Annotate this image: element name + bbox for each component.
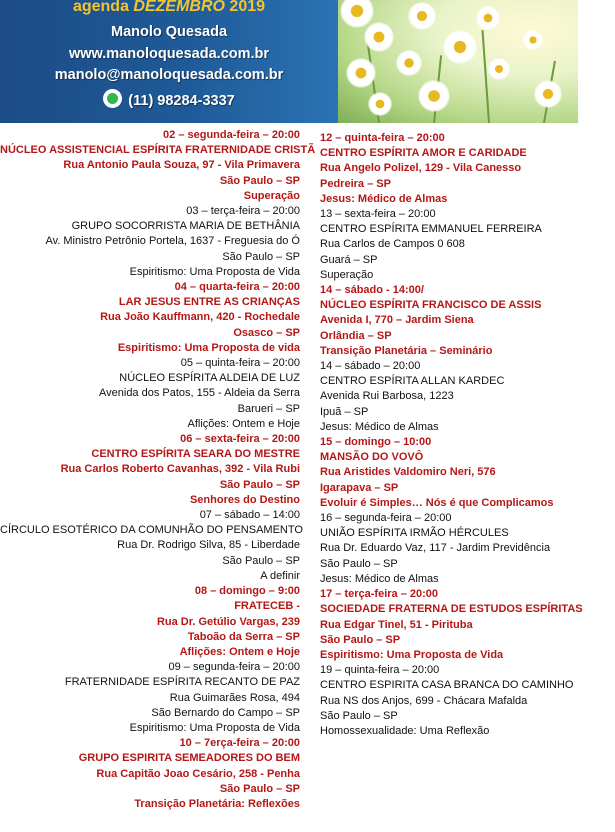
event-line: Superação [243,189,300,202]
blank-strip [578,0,615,123]
event-line: São Paulo – SP [222,250,300,263]
event-line: Rua Dr. Rodrigo Silva, 85 - Liberdade [117,539,300,552]
event-line: Barueri – SP [237,402,300,415]
event-line: Av. Ministro Petrônio Portela, 1637 - Freguesia do Ó [45,235,300,248]
event-line: Homossexualidade: Uma Reflexão [320,724,490,737]
event-line: Pedreira – SP [320,177,391,190]
right-event-column [320,131,610,739]
event-line: 15 – domingo – 10:00 [320,436,432,449]
event-line: Avenida Rui Barbosa, 1223 [320,390,454,403]
email-address[interactable]: manolo@manoloquesada.com.br [54,67,284,83]
event-line: São Paulo – SP [219,478,300,491]
event-line: Espiritismo: Uma Proposta de vida [117,341,300,354]
event-line: São Paulo – SP [219,174,300,187]
event-line: CENTRO ESPÍRITA AMOR E CARIDADE [320,147,527,160]
speaker-name: Manolo Quesada [110,24,228,40]
event-line: Espiritismo: Uma Proposta de Vida [129,265,300,278]
event-line: Jesus: Médico de Almas [320,420,439,433]
event-line: 10 – 7erça-feira – 20:00 [179,737,300,750]
event-line: 13 – sexta-feira – 20:00 [320,208,436,221]
event-line: São Paulo – SP [222,554,300,567]
phone-row [0,89,338,110]
event-line: Rua Dr. Getúlio Vargas, 239 [156,615,300,628]
agenda-title: agenda DEZEMBRO 2019 [72,0,266,15]
event-line: Transição Planetária – Seminário [320,344,493,357]
event-line: Rua Capitão Joao Cesário, 258 - Penha [96,767,300,780]
event-line: Rua Angelo Polizel, 129 - Vila Canesso [320,162,522,175]
event-line: 03 – terça-feira – 20:00 [186,205,300,218]
event-line: Superação [320,268,374,281]
event-line: CENTRO ESPÍRITA SEARA DO MESTRE [91,448,300,461]
event-line: CENTRO ESPIRITA CASA BRANCA DO CAMINHO [320,679,574,692]
event-line: Avenida I, 770 – Jardim Siena [320,314,474,327]
header-banner [0,0,615,123]
event-line: São Paulo – SP [320,557,398,570]
event-line: 12 – quinta-feira – 20:00 [320,132,445,144]
event-line: Evoluir é Simples… Nós é que Complicamos [320,496,554,509]
event-line: Osasco – SP [233,326,300,339]
event-line: Ipuã – SP [320,405,369,418]
event-line: Guará – SP [320,253,378,266]
event-line: Rua Guimarães Rosa, 494 [169,691,300,704]
event-line: Rua NS dos Anjos, 699 - Chácara Mafalda [320,694,528,707]
event-line: MANSÃO DO VOVÔ [320,451,424,464]
event-line: Taboão da Serra – SP [187,630,300,643]
event-line: CENTRO ESPÍRITA EMMANUEL FERREIRA [320,223,542,236]
event-line: CÍRCULO ESOTÉRICO DA COMUNHÃO DO PENSAMENTO [0,524,303,537]
event-line: 04 – quarta-feira – 20:00 [174,281,300,294]
event-line: 19 – quinta-feira – 20:00 [320,664,440,677]
event-line: Espiritismo: Uma Proposta de Vida [320,648,504,661]
event-line: Rua Dr. Eduardo Vaz, 117 - Jardim Previdência [320,542,551,555]
event-line: São Paulo – SP [219,782,300,795]
event-line: Aflições: Ontem e Hoje [187,417,300,430]
event-line: Aflições: Ontem e Hoje [179,645,300,658]
event-line: SOCIEDADE FRATERNA DE ESTUDOS ESPÍRITAS [320,603,583,616]
event-line: GRUPO ESPIRITA SEMEADORES DO BEM [78,752,300,765]
event-line: 16 – segunda-feira – 20:00 [320,512,452,525]
event-line: GRUPO SOCORRISTA MARIA DE BETHÂNIA [71,220,300,233]
event-line: NÚCLEO ASSISTENCIAL ESPÍRITA FRATERNIDADE CRISTÃ [0,144,316,157]
event-line: Transição Planetária: Reflexões [134,797,300,810]
event-line: Rua Antonio Paula Souza, 97 - Vila Primavera [63,159,300,172]
event-line: Espiritismo: Uma Proposta de Vida [129,721,300,734]
event-line: 17 – terça-feira – 20:00 [320,588,439,601]
event-line: 14 – sábado - 14:00/ [320,284,424,297]
event-line: Rua Edgar Tinel, 51 - Pirituba [320,618,473,631]
event-line: NÚCLEO ESPÍRITA FRANCISCO DE ASSIS [320,299,542,312]
left-event-column [0,128,316,812]
event-line: Igarapava – SP [320,481,399,494]
event-line: FRATECEB - [234,600,300,613]
event-line: Rua Carlos Roberto Cavanhas, 392 - Vila Rubi [60,463,300,476]
event-line: 08 – domingo – 9:00 [194,585,300,598]
event-line: 14 – sábado – 20:00 [320,360,421,373]
phone-number[interactable]: (11) 98284-3337 [128,93,235,109]
event-line: 06 – sexta-feira – 20:00 [180,433,300,446]
event-line: LAR JESUS ENTRE AS CRIANÇAS [118,296,300,309]
event-line: Jesus: Médico de Almas [320,192,448,205]
event-line: Rua Aristides Valdomiro Neri, 576 [320,466,496,479]
event-line: 09 – segunda-feira – 20:00 [168,661,300,674]
event-line: A definir [260,569,300,582]
event-line: Avenida dos Patos, 155 - Aldeia da Serra [99,387,300,400]
banner-info-panel [0,0,338,123]
event-line: São Paulo – SP [320,709,398,722]
event-line: Rua Carlos de Campos 0 608 [320,238,465,251]
event-line: NÚCLEO ESPÍRITA ALDEIA DE LUZ [119,372,300,385]
event-line: Jesus: Médico de Almas [320,572,439,585]
event-line: Senhores do Destino [189,493,300,506]
event-line: Rua João Kauffmann, 420 - Rochedale [100,311,300,324]
event-line: Orlândia – SP [320,329,392,342]
event-line: CENTRO ESPÍRITA ALLAN KARDEC [320,375,505,388]
event-line: FRATERNIDADE ESPÍRITA RECANTO DE PAZ [64,676,300,689]
event-line: São Bernardo do Campo – SP [151,706,300,719]
whatsapp-icon [103,89,122,108]
daisy-flowers-photo [338,0,578,123]
website-link[interactable]: www.manoloquesada.com.br [68,46,270,62]
event-line: São Paulo – SP [320,633,401,646]
event-line: 07 – sábado – 14:00 [199,509,300,522]
event-line: UNIÃO ESPÍRITA IRMÃO HÉRCULES [320,527,509,540]
event-line: 02 – segunda-feira – 20:00 [163,129,300,141]
event-line: 05 – quinta-feira – 20:00 [180,357,300,370]
